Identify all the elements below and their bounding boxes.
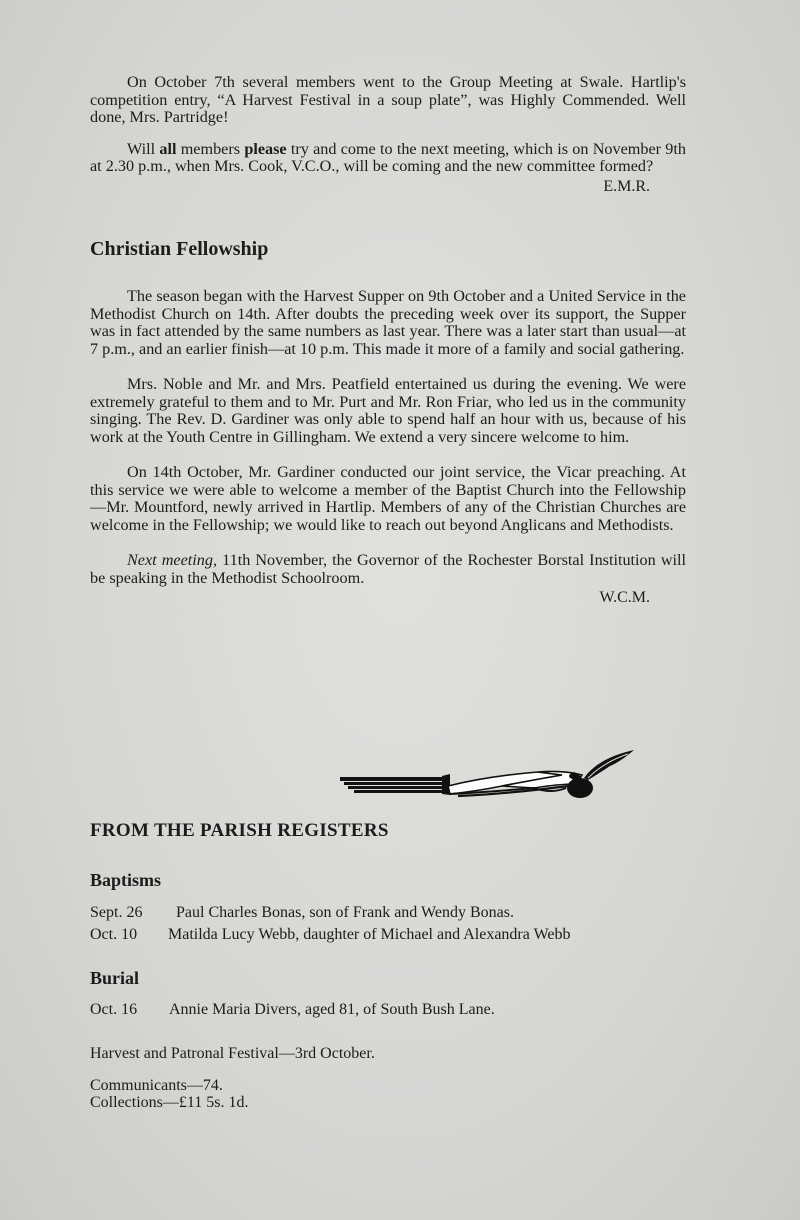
registers-section — [90, 820, 686, 1111]
fellowship-signature: W.C.M. — [599, 589, 650, 606]
fellowship-paragraph-3: On 14th October, Mr. Gardiner conducted our joint service, the Vicar preaching. At this service we were able to welcome a member of the Baptist Church into the Fellowship—Mr. Mountford, newly arrived in Hartlip. Members of any of the Christian Churches are welcome in the Fellowship; we would like to reach out beyond Anglicans and Methodists. — [90, 463, 686, 534]
wi-section — [90, 74, 686, 196]
fellowship-paragraph-1: The season began with the Harvest Supper on 9th October and a United Service in the Methodist Church on 14th. After doubts the preceding week over its support, the Supper was in fact attended by the same numbers as last year. There was a later start than usual—at 7 p.m., and an earlier finish—at 10 p.m. This made it more of a family and social gathering. — [90, 287, 686, 358]
fellowship-section — [90, 238, 686, 607]
wi-paragraph-1: On October 7th several members went to the Group Meeting at Swale. Hartlip's competition entry, “A Harvest Festival in a soup plate”, was Highly Commended. Well done, Mrs. Partridge! — [90, 73, 686, 126]
wi-paragraph-2-mid: members — [176, 139, 245, 158]
festival-line: Harvest and Patronal Festival—3rd October. — [90, 1045, 375, 1062]
fellowship-paragraph-2: Mrs. Noble and Mr. and Mrs. Peatfield entertained us during the evening. We were extremely grateful to them and to Mr. Purt and Mr. Ron Friar, who led us in the community singing. The Rev. D. Gardiner was only able to spend half an hour with us, because of his work at the Youth Centre in Gillingham. We extend a very sincere welcome to him. — [90, 375, 686, 446]
wi-paragraph-2-end: try and come to the next meeting, which is on November 9th at 2.30 p.m., when Mrs. Cook, V.C.O., will be coming and the new committee formed? — [90, 139, 686, 175]
burial-text: Annie Maria Divers, aged 81, of South Bush Lane. — [169, 1001, 495, 1018]
collections-line: Collections—£11 5s. 1d. — [90, 1094, 249, 1111]
fellowship-next-meeting — [90, 552, 686, 587]
wi-signature: E.M.R. — [603, 177, 650, 195]
communicants-line: Communicants—74. — [90, 1077, 223, 1094]
baptism-date: Oct. 10 — [90, 926, 138, 943]
wi-paragraph-2 — [90, 141, 686, 176]
next-meeting-label: Next meeting, — [127, 551, 218, 569]
fellowship-heading: Christian Fellowship — [90, 238, 269, 260]
baptism-text: Matilda Lucy Webb, daughter of Michael and Alexandra Webb — [168, 926, 571, 943]
baptism-entry — [90, 924, 686, 946]
burial-list — [90, 999, 686, 1021]
wi-paragraph-2-start: Will — [127, 139, 160, 158]
wi-emphasis-all: all — [159, 139, 177, 158]
burial-heading: Burial — [90, 968, 140, 988]
baptism-date: Sept. 26 — [90, 904, 143, 921]
baptisms-heading: Baptisms — [90, 870, 162, 890]
baptisms-list — [90, 902, 686, 946]
next-meeting-text: 11th November, the Governor of the Rochester Borstal Institution will be speaking in the Methodist Schoolroom. — [90, 551, 686, 587]
book-and-quill-icon — [338, 748, 640, 806]
burial-date: Oct. 16 — [90, 1001, 138, 1018]
baptism-text: Paul Charles Bonas, son of Frank and Wendy Bonas. — [176, 904, 514, 921]
wi-emphasis-please: please — [244, 139, 287, 158]
registers-heading: FROM THE PARISH REGISTERS — [90, 820, 389, 841]
baptism-entry — [90, 902, 686, 924]
burial-entry — [90, 999, 686, 1021]
